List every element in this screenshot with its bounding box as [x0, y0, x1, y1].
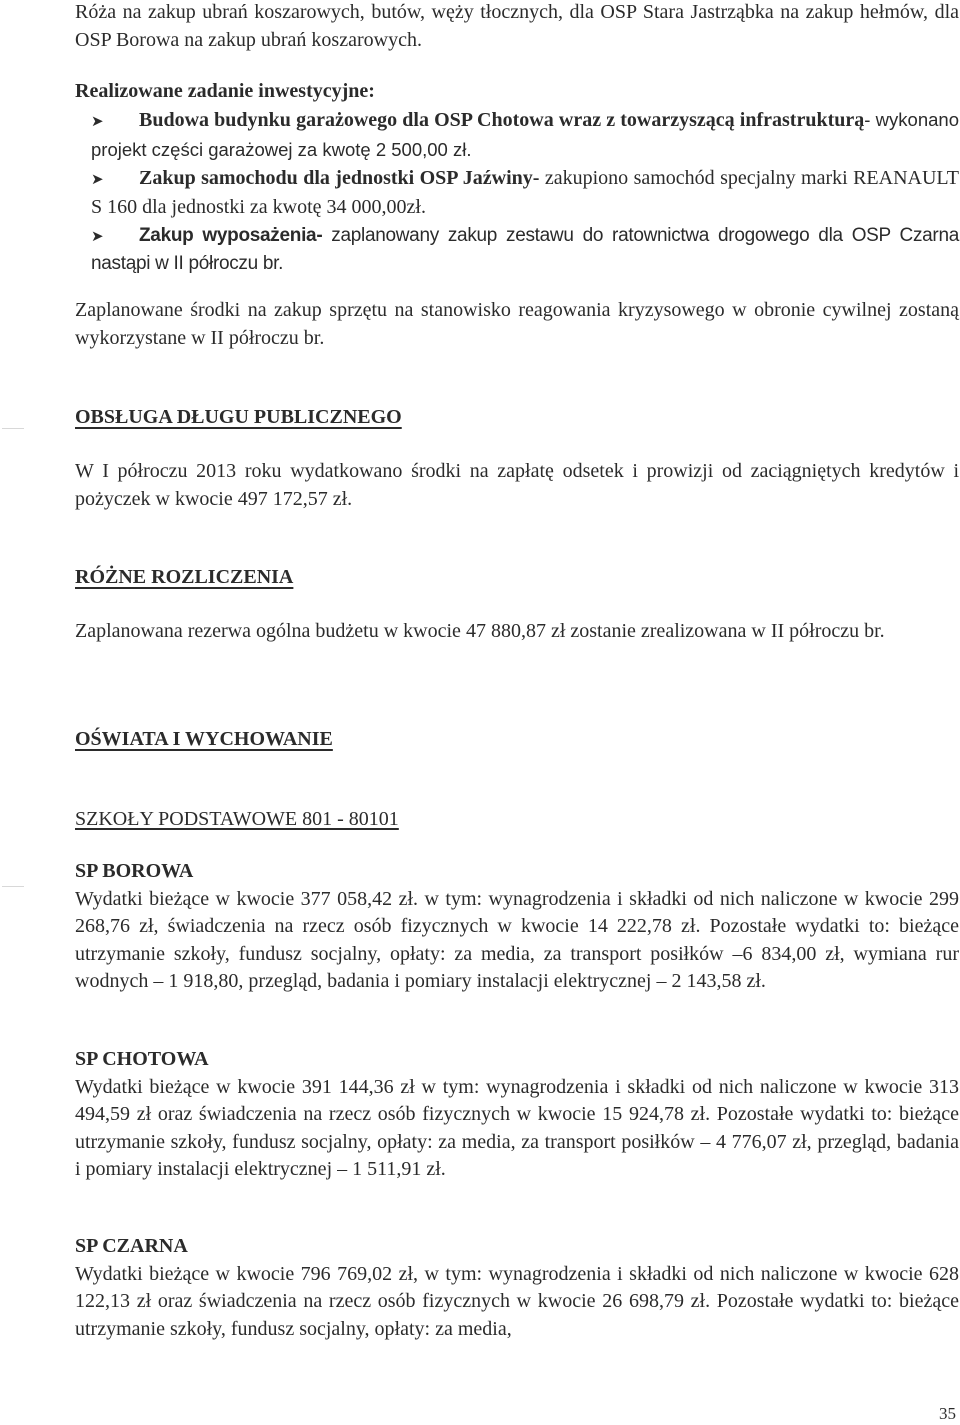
investment-item: ➤ Zakup samochodu dla jednostki OSP Jaźwiny- zakupiono samochód specjalny marki REANAULT S 160 dla jednostki za kwotę 34 000,00zł. [91, 166, 960, 218]
school-name: SP CZARNA [75, 1235, 188, 1257]
misc-paragraph: Zaplanowana rezerwa ogólna budżetu w kwocie 47 880,87 zł zostanie zrealizowana w II półroczu br. [75, 620, 885, 642]
school-section [75, 858, 959, 996]
debt-paragraph: W I półroczu 2013 roku wydatkowano środki na zapłatę odsetek i prowizji od zaciągniętych kredytów i pożyczek w kwocie 497 172,57 zł. [75, 460, 959, 510]
intro-paragraph: Róża na zakup ubrań koszarowych, butów, węży tłocznych, dla OSP Stara Jastrząbka na zakup hełmów, dla OSP Borowa na zakup ubrań koszarowych. [75, 1, 959, 51]
education-subheading: SZKOŁY PODSTAWOWE 801 - 80101 [75, 808, 399, 830]
school-name: SP CHOTOWA [75, 1048, 209, 1070]
school-expenses: Wydatki bieżące w kwocie 796 769,02 zł, w tym: wynagrodzenia i składki od nich naliczone w kwocie 628 122,13 zł oraz świadczenia na rzecz osób fizycznych w kwocie 26 698,79 zł. Pozostałe wydatki to: bieżące utrzymanie szkoły, fundusz socjalny, opłaty: za media, [75, 1262, 959, 1340]
investment-title: Realizowane zadanie inwestycyjne: [75, 80, 375, 102]
school-section [75, 1233, 959, 1343]
investment-section [75, 78, 959, 278]
misc-heading: RÓŻNE ROZLICZENIA [75, 566, 294, 588]
school-section [75, 1046, 959, 1184]
arrow-bullet-icon: ➤ [91, 227, 104, 245]
investment-item: ➤ Zakup wyposażenia- zaplanowany zakup zestawu do ratownictwa drogowego dla OSP Czarna nastąpi w II półroczu br. [91, 224, 959, 274]
school-expenses: Wydatki bieżące w kwocie 391 144,36 zł w tym: wynagrodzenia i składki od nich naliczone w kwocie 313 494,59 zł oraz świadczenia na rzecz osób fizycznych w kwocie 15 924,78 zł. Pozostałe wydatki to: bieżące utrzymanie szkoły, fundusz socjalny, opłaty: za media, za transport posiłków – 4 776,07 zł, przegląd, badania i pomiary instalacji elektrycznej – 1 511,91 zł. [75, 1075, 959, 1180]
debt-heading: OBSŁUGA DŁUGU PUBLICZNEGO [75, 406, 402, 428]
scan-mark [2, 886, 24, 887]
school-name: SP BOROWA [75, 860, 194, 882]
page-number: 35 [939, 1404, 956, 1423]
arrow-bullet-icon: ➤ [91, 113, 104, 130]
scan-mark [2, 428, 24, 429]
education-heading: OŚWIATA I WYCHOWANIE [75, 728, 333, 750]
crisis-paragraph: Zaplanowane środki na zakup sprzętu na stanowisko reagowania kryzysowego w obronie cywilnej zostaną wykorzystane w II półroczu br. [75, 299, 959, 349]
arrow-bullet-icon: ➤ [91, 171, 104, 188]
investment-item: ➤ Budowa budynku garażowego dla OSP Chotowa wraz z towarzyszącą infrastrukturą- wykonano projekt części garażowej za kwotę 2 500,00 zł. [91, 108, 959, 160]
school-expenses: Wydatki bieżące w kwocie 377 058,42 zł. w tym: wynagrodzenia i składki od nich naliczone w kwocie 299 268,76 zł, świadczenia na rzecz osób fizycznych w kwocie 14 222,78 zł. Pozostałe wydatki to: bieżące utrzymanie szkoły, fundusz socjalny, opłaty: za media, za transport posiłków –6 834,00 zł, wymiana rur wodnych – 1 918,80, przegląd, badania i pomiary instalacji elektrycznej – 2 143,58 zł. [75, 887, 959, 992]
